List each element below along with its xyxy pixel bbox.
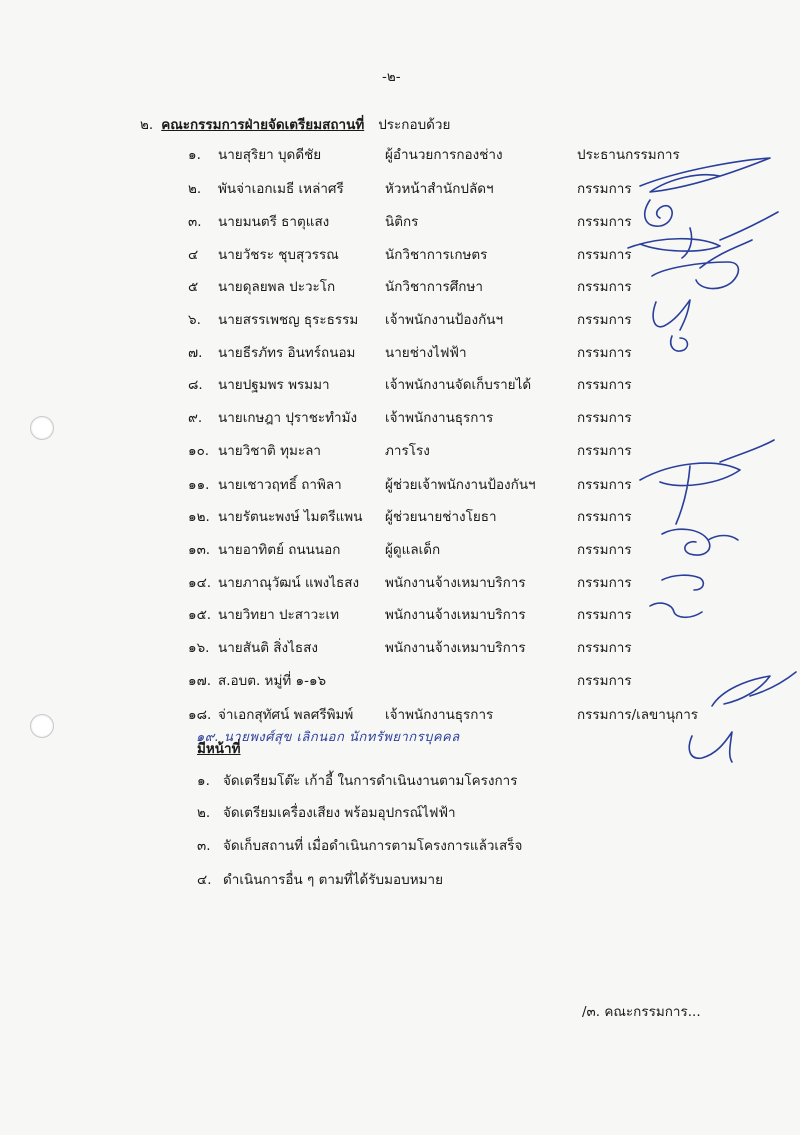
member-name: นายอาทิตย์ ถนนนอก bbox=[218, 542, 341, 558]
member-name: นายภาณุวัฒน์ แพงไธสง bbox=[218, 575, 360, 591]
member-position: เจ้าพนักงานธุรการ bbox=[385, 707, 494, 723]
duty-number: ๔. bbox=[197, 872, 212, 888]
member-position: นิติกร bbox=[385, 214, 419, 230]
member-number: ๑๒. bbox=[188, 509, 210, 525]
member-number: ๓. bbox=[188, 214, 202, 230]
signature-13 bbox=[662, 529, 738, 555]
duty-text: จัดเตรียมโต๊ะ เก้าอี้ ในการดำเนินงานตามโครงการ bbox=[223, 773, 518, 789]
member-position: พนักงานจ้างเหมาบริการ bbox=[385, 607, 526, 623]
signature-3 bbox=[645, 200, 672, 226]
section-number: ๒. bbox=[140, 117, 154, 133]
member-name: นายรัตนะพงษ์ ไมตรีแพน bbox=[218, 509, 363, 525]
member-position: นายช่างไฟฟ้า bbox=[385, 345, 467, 361]
duty-number: ๑. bbox=[197, 773, 210, 789]
member-role: กรรมการ bbox=[577, 443, 632, 459]
member-name: นายมนตรี ธาตุแสง bbox=[218, 214, 330, 230]
duty-number: ๓. bbox=[197, 838, 211, 854]
member-role: กรรมการ bbox=[577, 279, 632, 295]
section-title: คณะกรรมการฝ่ายจัดเตรียมสถานที่ bbox=[161, 117, 365, 133]
member-name: นายปฐมพร พรมมา bbox=[218, 377, 330, 393]
member-position: พนักงานจ้างเหมาบริการ bbox=[385, 575, 526, 591]
member-role: กรรมการ bbox=[577, 377, 632, 393]
member-number: ๑๖. bbox=[188, 640, 210, 656]
signature-4 bbox=[628, 212, 778, 258]
member-number: ๑๘. bbox=[188, 707, 212, 723]
member-position: ผู้ดูแลเด็ก bbox=[385, 542, 441, 558]
member-name: นายธีรภัทร อินทร์ถนอม bbox=[218, 345, 356, 361]
signature-18 bbox=[712, 672, 796, 706]
member-position: หัวหน้าสำนักปลัดฯ bbox=[385, 181, 494, 197]
member-name: พันจ่าเอกเมธี เหล่าศรี bbox=[218, 181, 344, 197]
member-position: เจ้าพนักงานธุรการ bbox=[385, 410, 494, 426]
member-name: นายสันติ สิ่งไธสง bbox=[218, 640, 318, 656]
member-role: กรรมการ bbox=[577, 640, 632, 656]
member-name: นายสุริยา บุดดีชัย bbox=[218, 147, 322, 163]
member-position: เจ้าพนักงานป้องกันฯ bbox=[385, 312, 504, 328]
handwritten-addition: ๑๙. นายพงศ์สุข เลิกนอก นักทรัพยากรบุคคล bbox=[196, 730, 460, 745]
member-role: กรรมการ bbox=[577, 181, 632, 197]
member-role: กรรมการ bbox=[577, 410, 632, 426]
member-role: กรรมการ bbox=[577, 542, 632, 558]
member-name: นายวัชระ ชุบสุวรรณ bbox=[218, 247, 339, 263]
duty-number: ๒. bbox=[197, 805, 211, 821]
member-number: ๕ bbox=[188, 279, 199, 295]
signature-11 bbox=[640, 440, 774, 524]
member-position: ภารโรง bbox=[385, 443, 430, 459]
signature-2 bbox=[640, 158, 770, 192]
member-name: นายสรรเพชญ ธุระธรรม bbox=[218, 312, 359, 328]
member-role: กรรมการ/เลขานุการ bbox=[577, 707, 699, 723]
duties-title: มีหน้าที่ bbox=[197, 741, 241, 757]
member-number: ๑๕. bbox=[188, 607, 212, 623]
member-role: กรรมการ bbox=[577, 607, 632, 623]
signature-19 bbox=[689, 732, 732, 762]
section-suffix: ประกอบด้วย bbox=[378, 117, 451, 133]
member-position: เจ้าพนักงานจัดเก็บรายได้ bbox=[385, 377, 532, 393]
signature-15 bbox=[650, 603, 702, 617]
member-number: ๗. bbox=[188, 345, 203, 361]
member-number: ๑. bbox=[188, 147, 201, 163]
signature-7 bbox=[671, 336, 688, 351]
member-role: กรรมการ bbox=[577, 509, 632, 525]
member-role: กรรมการ bbox=[577, 477, 632, 493]
member-name: ส.อบต. หมู่ที่ ๑-๑๖ bbox=[218, 673, 327, 689]
member-name: นายวิทยา ปะสาวะเท bbox=[218, 607, 339, 623]
member-position: พนักงานจ้างเหมาบริการ bbox=[385, 640, 526, 656]
duty-text: จัดเตรียมเครื่องเสียง พร้อมอุปกรณ์ไฟฟ้า bbox=[223, 805, 456, 821]
member-position: ผู้ช่วยเจ้าพนักงานป้องกันฯ bbox=[385, 477, 536, 493]
member-name: จ่าเอกสุทัศน์ พลศรีพิมพ์ bbox=[218, 707, 354, 723]
member-name: นายดุลยพล ปะวะโก bbox=[218, 279, 336, 295]
member-role: กรรมการ bbox=[577, 673, 632, 689]
member-name: นายเกษฎา ปุราชะทำมัง bbox=[218, 410, 358, 426]
member-role: ประธานกรรมการ bbox=[577, 147, 680, 163]
signature-6 bbox=[653, 300, 690, 330]
member-position: นักวิชาการเกษตร bbox=[385, 247, 488, 263]
member-position: นักวิชาการศึกษา bbox=[385, 279, 483, 295]
footer-continuation: /๓. คณะกรรมการ... bbox=[582, 1004, 701, 1020]
member-role: กรรมการ bbox=[577, 247, 632, 263]
member-role: กรรมการ bbox=[577, 575, 632, 591]
member-number: ๑๓. bbox=[188, 542, 211, 558]
member-role: กรรมการ bbox=[577, 214, 632, 230]
member-number: ๑๔. bbox=[188, 575, 212, 591]
member-number: ๑๑. bbox=[188, 477, 210, 493]
member-position: ผู้ช่วยนายช่างโยธา bbox=[385, 509, 497, 525]
page-number: -๒- bbox=[382, 69, 401, 85]
member-number: ๖. bbox=[188, 312, 201, 328]
member-position: ผู้อำนวยการกองช่าง bbox=[385, 147, 503, 163]
member-number: ๒. bbox=[188, 181, 202, 197]
member-role: กรรมการ bbox=[577, 312, 632, 328]
member-role: กรรมการ bbox=[577, 345, 632, 361]
signature-5 bbox=[652, 240, 752, 289]
signature-14 bbox=[662, 575, 703, 590]
duty-text: ดำเนินการอื่น ๆ ตามที่ได้รับมอบหมาย bbox=[223, 872, 443, 888]
member-name: นายวิชาติ ทุมะลา bbox=[218, 443, 322, 459]
member-number: ๙. bbox=[188, 410, 203, 426]
duty-text: จัดเก็บสถานที่ เมื่อดำเนินการตามโครงการแล้วเสร็จ bbox=[223, 838, 523, 854]
member-number: ๑๗. bbox=[188, 673, 212, 689]
member-number: ๔ bbox=[188, 247, 199, 263]
member-number: ๑๐. bbox=[188, 443, 210, 459]
member-number: ๘. bbox=[188, 377, 203, 393]
member-name: นายเชาวฤทธิ์ ถาพิลา bbox=[218, 477, 342, 493]
